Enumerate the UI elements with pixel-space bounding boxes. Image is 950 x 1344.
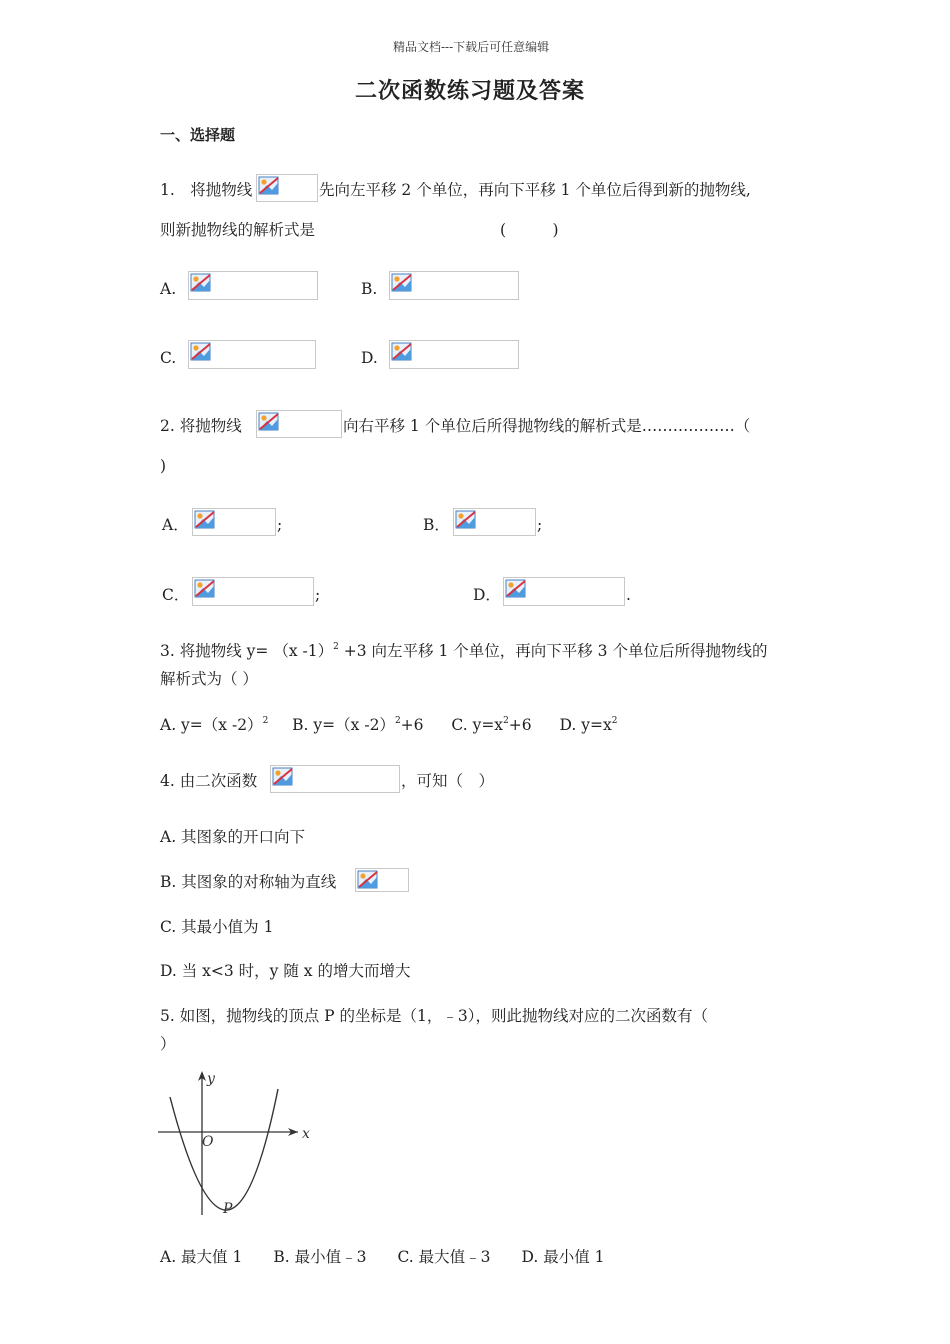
superscript: 2 <box>611 716 618 726</box>
q1-option-a-label: A. <box>160 280 177 298</box>
q1-answer-paren: ( ) <box>500 221 559 239</box>
q3-text-line1 <box>160 641 767 661</box>
broken-image-icon <box>270 765 400 793</box>
section-heading: 一、选择题 <box>160 126 236 144</box>
page-header: 精品文档---下载后可任意编辑 <box>393 40 550 54</box>
q2-option-d-label: D． <box>473 586 501 604</box>
q4-text-suffix: ，可知（ ） <box>401 772 495 790</box>
q4-text-prefix: 4. 由二次函数 <box>160 772 258 790</box>
q5-close-paren: ） <box>160 1035 176 1053</box>
q4-option-a: A. 其图象的开口向下 <box>160 828 306 846</box>
broken-image-icon <box>389 271 519 300</box>
broken-image-icon <box>188 271 318 300</box>
broken-image-icon <box>355 868 409 892</box>
broken-image-icon <box>453 508 536 536</box>
broken-image-icon <box>192 577 314 606</box>
broken-image-icon <box>389 340 519 369</box>
q5-options: A. 最大值 1 B. 最小值﹣3 C. 最大值﹣3 D. 最小值 1 <box>160 1248 605 1266</box>
q1-text-line2: 则新抛物线的解析式是 <box>160 221 316 239</box>
q3-options <box>160 715 617 735</box>
broken-image-icon <box>188 340 316 369</box>
q1-text-prefix: 1. 将抛物线 <box>160 181 253 199</box>
q4-option-c: C. 其最小值为 1 <box>160 918 274 936</box>
q1-option-b-label: B. <box>361 280 378 298</box>
superscript: 2 <box>503 716 509 726</box>
q3-option-b-tail: +6 <box>400 716 424 734</box>
q3-option-a: A. y=（x -2） <box>160 716 263 734</box>
q1-text-suffix: 先向左平移 2 个单位，再向下平移 1 个单位后得到新的抛物线, <box>319 181 751 199</box>
broken-image-icon <box>256 174 318 202</box>
q4-option-b: B. 其图象的对称轴为直线 <box>160 873 337 891</box>
y-axis-label: y <box>207 1071 215 1087</box>
q3-text-part: 3. 将抛物线 y= （x -1） <box>160 642 334 660</box>
origin-label: O <box>202 1134 214 1150</box>
q2-text-prefix: 2. 将抛物线 <box>160 417 242 435</box>
parabola-curve <box>170 1089 278 1210</box>
q1-option-d-label: D. <box>361 349 378 367</box>
superscript: 2 <box>333 642 339 652</box>
q2-option-c-label: C． <box>162 586 190 604</box>
x-axis-label: x <box>302 1126 310 1142</box>
vertex-label: P <box>223 1201 233 1217</box>
q2-text-suffix: 向右平移 1 个单位后所得抛物线的解析式是………………（ <box>343 417 751 435</box>
q2-separator: ; <box>315 586 321 604</box>
q3-option-b: B. y=（x -2） <box>292 716 395 734</box>
q1-option-c-label: C. <box>160 349 177 367</box>
q2-close-paren: ) <box>160 457 167 475</box>
superscript: 2 <box>262 716 269 726</box>
broken-image-icon <box>503 577 625 606</box>
q2-option-a-label: A． <box>162 516 189 534</box>
q3-option-c: C. y=x <box>451 716 504 734</box>
broken-image-icon <box>192 508 276 536</box>
q2-separator: ; <box>277 516 283 534</box>
q2-separator: ; <box>537 516 543 534</box>
q2-option-b-label: B． <box>423 516 450 534</box>
superscript: 2 <box>394 716 401 726</box>
q3-option-d: D. y=x <box>559 716 612 734</box>
parabola-figure <box>155 1065 320 1220</box>
q3-text-line2: 解析式为（ ） <box>160 670 258 688</box>
page-title: 二次函数练习题及答案 <box>355 78 586 104</box>
broken-image-icon <box>256 410 342 438</box>
q2-period: . <box>626 586 631 604</box>
q5-text-line1: 5. 如图，抛物线的顶点 P 的坐标是（1，﹣3），则此抛物线对应的二次函数有（ <box>160 1007 708 1025</box>
q3-option-c-tail: +6 <box>508 716 532 734</box>
q3-text-part: +3 向左平移 1 个单位，再向下平移 3 个单位后所得抛物线的 <box>338 642 768 660</box>
q4-option-d: D. 当 x<3 时，y 随 x 的增大而增大 <box>160 962 411 980</box>
